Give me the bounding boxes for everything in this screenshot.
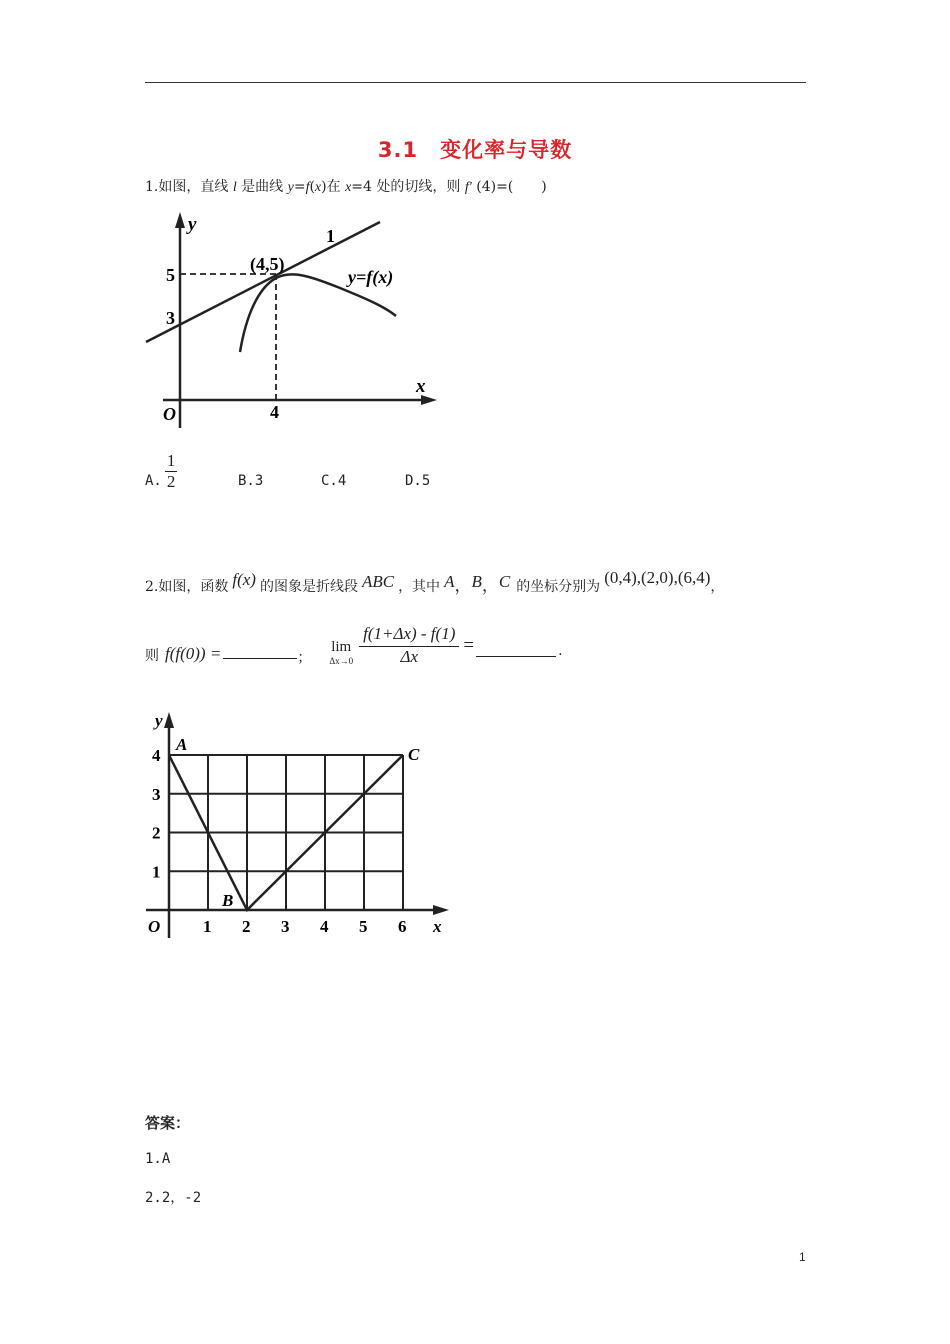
q1-y-axis-label: y	[188, 214, 197, 235]
fraction-denominator: Δx	[400, 647, 418, 666]
q2-point-b-label: B	[222, 891, 234, 910]
x-tick-label: 4	[320, 917, 329, 936]
question-1-text	[145, 176, 547, 196]
q2-answer-blank-2[interactable]	[476, 656, 556, 657]
q2-x-axis-label: x	[433, 917, 442, 936]
x-tick-label: 6	[398, 917, 407, 936]
q1-var-l: l	[232, 180, 237, 195]
q1-option-a-fraction	[165, 451, 178, 492]
q2-ffo: f(f(0)) =	[165, 643, 222, 663]
header-rule	[145, 82, 806, 83]
fraction-numerator: 1	[166, 451, 176, 470]
q2-text-part: ，其中	[398, 579, 441, 595]
q2-y-axis-arrow	[164, 712, 174, 728]
q2-x-axis-arrow	[433, 905, 449, 915]
x-tick-label: 5	[359, 917, 368, 936]
q1-curve-label: y=f(x)	[348, 267, 394, 287]
q2-point-a-label: A	[176, 735, 188, 754]
q1-line-label: 1	[326, 226, 335, 246]
q2-text-part: 的图象是折线段	[259, 579, 358, 595]
y-tick-label: 3	[152, 784, 161, 804]
q2-text-part: ，	[710, 579, 725, 595]
q1-tick-y5: 5	[166, 265, 175, 285]
y-tick-label: 2	[152, 823, 161, 843]
q1-tick-y3: 3	[166, 308, 175, 328]
q2-origin-label: O	[148, 917, 161, 936]
q1-origin-label: O	[163, 404, 176, 424]
answers-heading: 答案：	[145, 1114, 191, 1132]
q1-tangent-graph	[140, 205, 450, 430]
q1-var-fprime: f′	[464, 180, 472, 195]
answer-2: 2.2，-2	[145, 1190, 202, 1206]
q1-text-part: 1.如图，直线	[145, 179, 233, 195]
q2-y-tick-labels	[152, 746, 161, 881]
x-tick-label: 3	[281, 917, 290, 936]
q2-text-part: 则	[145, 647, 159, 664]
q2-sep: ，	[481, 576, 499, 595]
fraction-numerator: f(1+Δx) - f(1)	[359, 624, 459, 647]
q2-lim-subscript: Δx→0	[329, 656, 354, 666]
q2-y-axis-label: y	[155, 711, 163, 730]
question-2-line-2	[145, 624, 563, 667]
q1-option-c[interactable]: C.4	[321, 473, 347, 489]
q2-semicolon: ；	[297, 649, 312, 666]
q1-var-x: x	[345, 180, 352, 195]
q2-text-part: 2.如图，函数	[145, 579, 229, 595]
q2-limit	[329, 625, 353, 666]
q2-x-tick-labels	[203, 917, 407, 936]
q2-equals: =	[463, 634, 475, 656]
q1-option-a-prefix: A.	[145, 473, 162, 489]
q1-option-d[interactable]: D.5	[405, 473, 431, 489]
q2-sep: ，	[454, 576, 472, 595]
q2-fx: f(x)	[232, 570, 256, 589]
q1-text-part: =	[293, 179, 306, 195]
q1-y-axis-arrow	[175, 212, 185, 228]
x-tick-label: 2	[242, 917, 251, 936]
q2-point-c-label: C	[408, 745, 420, 764]
answer-1: 1.A	[145, 1151, 171, 1167]
q2-abc: ABC	[361, 572, 395, 591]
question-2-line-1	[145, 568, 725, 599]
q2-point-c: C	[498, 572, 511, 591]
x-tick-label: 1	[203, 917, 212, 936]
q2-text-part: 的坐标分别为	[516, 579, 601, 595]
q1-option-b[interactable]: B.3	[238, 473, 264, 489]
q1-options	[145, 451, 430, 492]
q1-text-part: (	[309, 179, 315, 195]
q2-polyline-graph	[140, 705, 450, 945]
y-tick-label: 4	[152, 746, 161, 765]
q1-text-part: =4 处的切线，则	[351, 179, 465, 195]
q1-var-y: y	[287, 180, 294, 195]
q2-lim-word: lim	[331, 639, 352, 655]
q2-answer-blank-1[interactable]	[223, 658, 297, 659]
q1-text-part: 是曲线	[236, 179, 288, 195]
page-title: 3.1 变化率与导数	[377, 138, 573, 162]
q1-var-f: f	[305, 180, 310, 195]
fraction-denominator: 2	[166, 472, 176, 491]
q1-x-axis-label: x	[416, 376, 426, 397]
q1-var-x: x	[314, 180, 322, 195]
q1-tick-x4: 4	[270, 402, 279, 422]
page-number: 1	[799, 1250, 806, 1264]
q2-grid	[169, 755, 403, 910]
q2-point-a: A	[444, 572, 455, 591]
q2-point-b: B	[471, 572, 482, 591]
q1-text-part: (4)=( )	[471, 179, 547, 195]
q2-period: .	[558, 642, 563, 659]
q2-coords: (0,4),(2,0),(6,4)	[604, 568, 711, 587]
q1-option-a[interactable]	[145, 451, 238, 492]
q2-difference-quotient	[359, 624, 459, 667]
q1-text-part: )在	[321, 179, 346, 195]
q1-point-label: (4,5)	[250, 254, 285, 274]
y-tick-label: 1	[152, 862, 161, 882]
